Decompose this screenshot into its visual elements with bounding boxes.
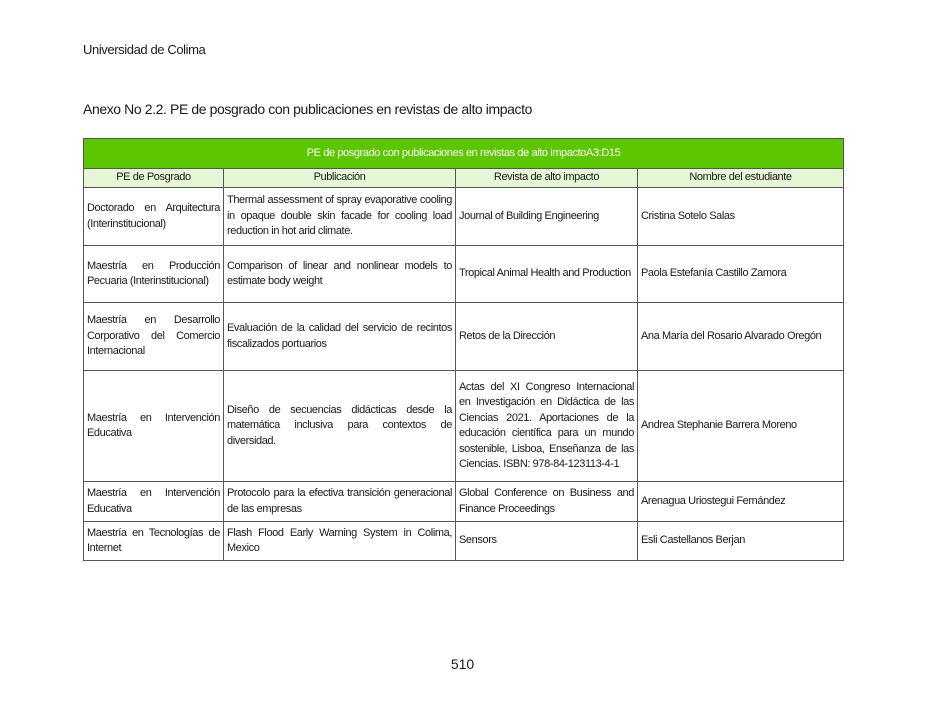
cell-journal: Actas del XI Congreso Internacional en Investigación en Didáctica de las Ciencias 2021. Aportaciones de la educación científica para un mundo sostenible, Lisboa, Enseñanza de las Ciencias. ISBN: 978-84-123113-4-1 (456, 371, 638, 482)
cell-student: Cristina Sotelo Salas (638, 188, 844, 246)
cell-student: Arenagua Uriostegui Fernández (638, 482, 844, 522)
cell-publication: Comparison of linear and nonlinear models to estimate body weight (224, 246, 456, 303)
cell-program: Maestría en Intervención Educativa (84, 482, 224, 522)
cell-program: Maestría en Producción Pecuaria (Interinstitucional) (84, 246, 224, 303)
column-header-program: PE de Posgrado (84, 169, 224, 188)
column-header-student: Nombre del estudiante (638, 169, 844, 188)
cell-program: Doctorado en Arquitectura (Interinstitucional) (84, 188, 224, 246)
cell-journal: Tropical Animal Health and Production (456, 246, 638, 303)
cell-journal: Global Conference on Business and Finance Proceedings (456, 482, 638, 522)
publications-table (83, 138, 844, 561)
column-header-publication: Publicación (224, 169, 456, 188)
annex-title: Anexo No 2.2. PE de posgrado con publicaciones en revistas de alto impacto (83, 101, 533, 117)
cell-student: Paola Estefanía Castillo Zamora (638, 246, 844, 303)
column-header-journal: Revista de alto impacto (456, 169, 638, 188)
running-header: Universidad de Colima (83, 42, 206, 57)
cell-student: Esli Castellanos Berjan (638, 522, 844, 561)
table-row (84, 522, 844, 561)
cell-student: Ana María del Rosario Alvarado Oregón (638, 303, 844, 371)
cell-program: Maestría en Tecnologías de Internet (84, 522, 224, 561)
table-row (84, 246, 844, 303)
cell-journal: Journal of Building Engineering (456, 188, 638, 246)
cell-publication: Protocolo para la efectiva transición generacional de las empresas (224, 482, 456, 522)
table-row (84, 188, 844, 246)
cell-publication: Flash Flood Early Warning System in Colima, Mexico (224, 522, 456, 561)
table-row (84, 303, 844, 371)
table-title: PE de posgrado con publicaciones en revistas de alto impactoA3:D15 (84, 139, 844, 169)
cell-program: Maestría en Desarrollo Corporativo del Comercio Internacional (84, 303, 224, 371)
cell-journal: Retos de la Dirección (456, 303, 638, 371)
cell-journal: Sensors (456, 522, 638, 561)
table-row (84, 482, 844, 522)
cell-publication: Evaluación de la calidad del servicio de recintos fiscalizados portuarios (224, 303, 456, 371)
table-title-row (84, 139, 844, 169)
page-number: 510 (450, 656, 475, 672)
cell-student: Andrea Stephanie Barrera Moreno (638, 371, 844, 482)
column-header-row (84, 169, 844, 188)
cell-program: Maestría en Intervención Educativa (84, 371, 224, 482)
cell-publication: Thermal assessment of spray evaporative cooling in opaque double skin facade for cooling load reduction in hot arid climate. (224, 188, 456, 246)
table-row (84, 371, 844, 482)
cell-publication: Diseño de secuencias didácticas desde la matemática inclusiva para contextos de diversidad. (224, 371, 456, 482)
